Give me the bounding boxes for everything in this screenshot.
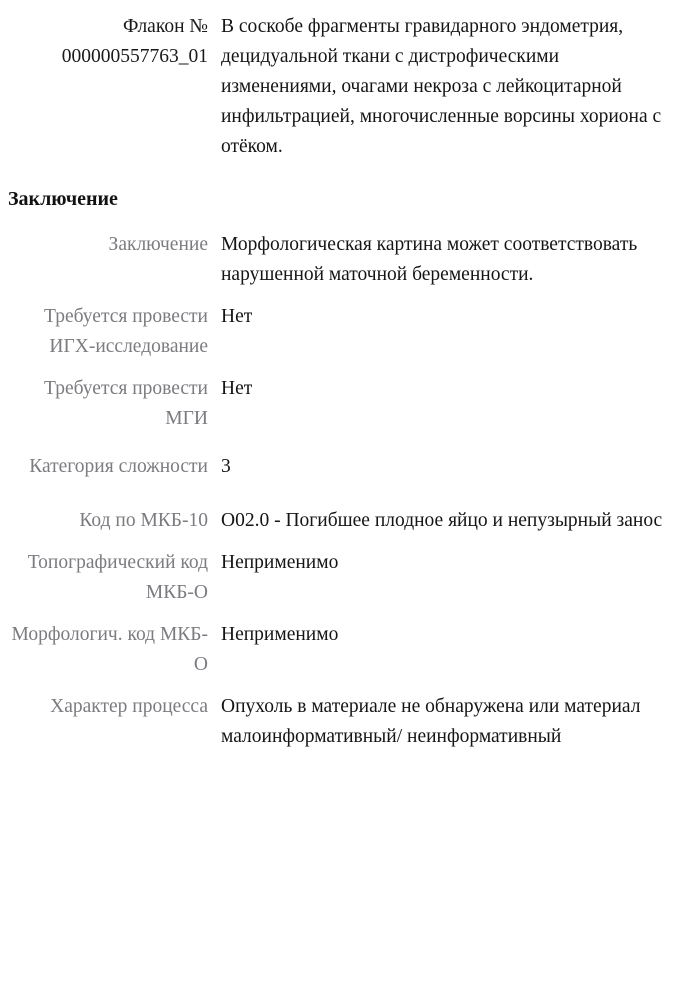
field-row-complexity-category — [0, 452, 682, 482]
specimen-label — [0, 12, 208, 72]
field-row-ihc-required — [0, 302, 682, 362]
field-label-mgi-required: Требуется провести МГИ — [44, 378, 208, 429]
specimen-label-line2: 000000557763_01 — [61, 46, 208, 67]
row-gap-4 — [0, 482, 682, 506]
field-label-topographic-icdo-code: Топографический код МКБ-О — [27, 552, 208, 603]
field-label-process-character: Характер процесса — [50, 696, 208, 717]
field-value-process-character: Опухоль в материале не обнаружена или материал малоинформативный/ неинформативный — [221, 696, 641, 747]
field-value-icd10-code: O02.0 - Погибшее плодное яйцо и непузырный занос — [221, 510, 663, 531]
field-value-complexity-category: 3 — [221, 456, 231, 477]
row-gap-7 — [0, 680, 682, 692]
top-spacer — [0, 0, 682, 12]
field-value-mgi-required: Нет — [221, 378, 253, 399]
field-row-topographic-icdo-code — [0, 548, 682, 608]
row-gap-5 — [0, 536, 682, 548]
field-row-process-character — [0, 692, 682, 752]
field-row-mgi-required — [0, 374, 682, 434]
field-row-icd10-code — [0, 506, 682, 536]
field-value-ihc-required: Нет — [221, 306, 253, 327]
heading-gap — [0, 212, 682, 230]
row-gap-2 — [0, 362, 682, 374]
section-heading-conclusion: Заключение — [8, 188, 118, 210]
specimen-description: В соскобе фрагменты гравидарного эндометрия, децидуальной ткани с дистрофическими изменениями, очагами некроза с лейкоцитарной инфильтрацией, многочисленные ворсины хориона с отёком. — [221, 16, 662, 157]
field-label-icd10-code: Код по МКБ-10 — [79, 510, 208, 531]
field-label-complexity-category: Категория сложности — [29, 456, 208, 477]
field-row-conclusion — [0, 230, 682, 290]
field-label-ihc-required: Требуется провести ИГХ-исследование — [44, 306, 208, 357]
field-label-conclusion: Заключение — [108, 234, 208, 255]
field-value-topographic-icdo-code: Неприменимо — [221, 552, 339, 573]
specimen-row — [0, 12, 682, 162]
row-gap-3 — [0, 434, 682, 452]
specimen-section-gap — [0, 162, 682, 186]
specimen-label-line1: Флакон № — [123, 16, 208, 37]
row-gap-1 — [0, 290, 682, 302]
field-label-morphological-icdo-code: Морфологич. код МКБ-О — [11, 624, 208, 675]
field-row-morphological-icdo-code — [0, 620, 682, 680]
row-gap-6 — [0, 608, 682, 620]
field-value-conclusion: Морфологическая картина может соответствовать нарушенной маточной беременности. — [221, 234, 638, 285]
field-value-morphological-icdo-code: Неприменимо — [221, 624, 339, 645]
